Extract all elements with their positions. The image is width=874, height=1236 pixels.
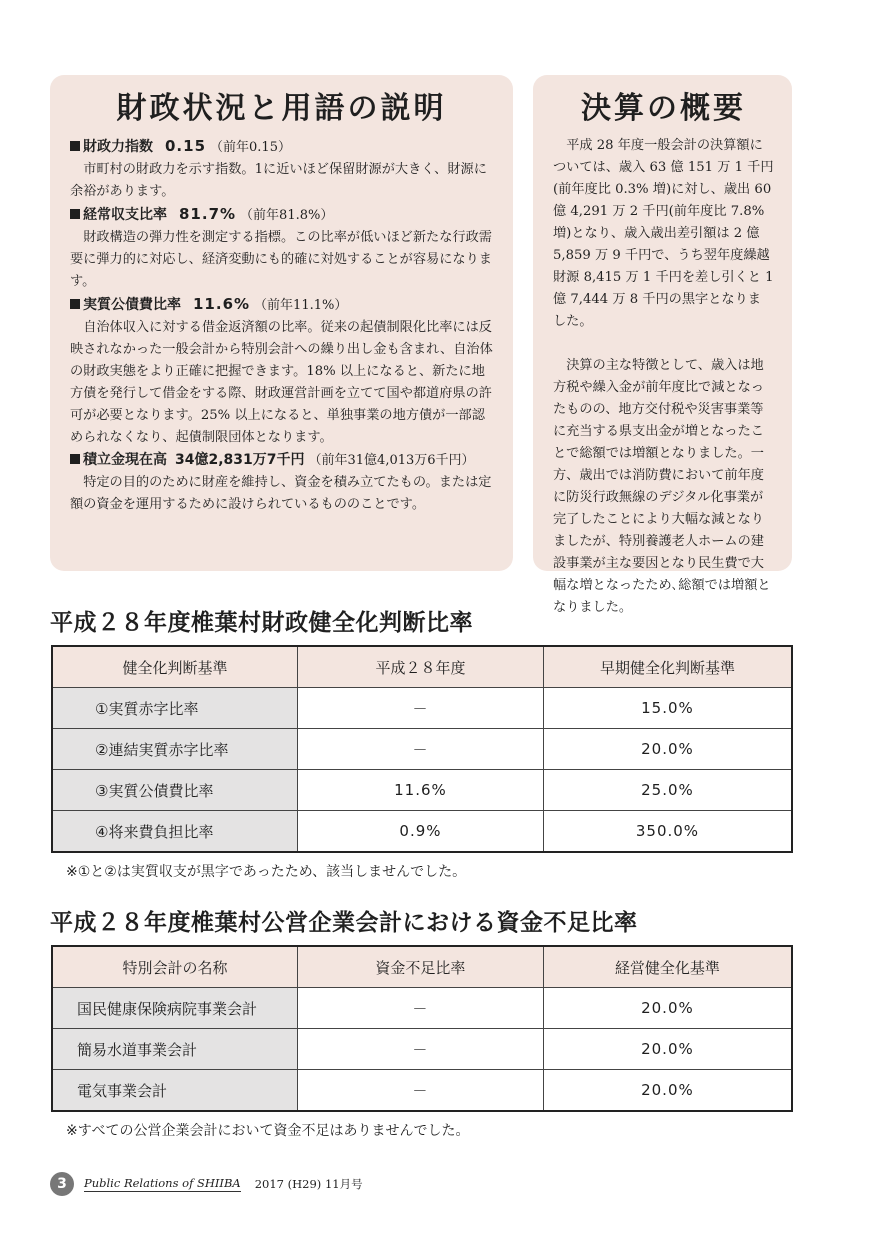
square-bullet-icon (70, 299, 80, 309)
table-cell: 20.0% (543, 1070, 792, 1112)
term-heading (70, 449, 493, 472)
shortfall-table (51, 945, 793, 1112)
shortfall-note: ※すべての公営企業会計において資金不足はありませんでした。 (66, 1123, 470, 1139)
term-heading (70, 203, 493, 227)
shortfall-section-title: 平成２８年度椎葉村公営企業会計における資金不足比率 (50, 910, 638, 936)
square-bullet-icon (70, 454, 80, 464)
term-label: 積立金現在高 (83, 452, 167, 468)
table-header: 平成２８年度 (298, 646, 544, 688)
term-value: 0.15 (165, 137, 207, 155)
term-value: 11.6% (193, 295, 251, 313)
term-label: 財政力指数 (83, 139, 153, 155)
table-cell-label: 簡易水道事業会計 (52, 1029, 298, 1070)
table-cell: 25.0% (543, 770, 792, 811)
term-label: 経常収支比率 (83, 207, 167, 223)
term-previous: （前年31億4,013万6千円） (308, 453, 475, 468)
summary-title: 決算の概要 (581, 91, 746, 126)
table-cell-label: 国民健康保険病院事業会計 (52, 988, 298, 1029)
summary-panel (533, 75, 792, 615)
table-cell: 15.0% (543, 688, 792, 729)
term-value: 34億2,831万7千円 (175, 452, 305, 468)
term-heading (70, 293, 493, 317)
page-number: 3 (50, 1172, 74, 1196)
glossary-title: 財政状況と用語の説明 (116, 91, 447, 126)
term-description: 特定の目的のために財産を維持し、資金を積み立てたもの。または定額の資金を運用するために設けられているもののことです。 (70, 475, 492, 512)
table-row (52, 770, 792, 811)
table-header: 特別会計の名称 (52, 946, 298, 988)
term-description: 自治体収入に対する借金返済額の比率。従来の起債制限化比率には反映されなかった一般会計から特別会計への繰り出し金も含まれ、自治体の財政実態をより正確に把握できます。18% 以上になると、新たに地方債を発行して借金をする際、財政運営計画を立てて国や都道府県の許可が必要となります。25% 以上になると、単独事業の地方債が一部認められなくなり、起債制限団体となります。 (70, 320, 493, 445)
table-row (52, 729, 792, 770)
table-row (52, 688, 792, 729)
ratio-note: ※①と②は実質収支が黒字であったため、該当しませんでした。 (66, 864, 467, 880)
table-cell: 20.0% (543, 729, 792, 770)
table-cell: － (298, 1070, 544, 1112)
term-label: 実質公債費比率 (83, 297, 181, 313)
term-description: 市町村の財政力を示す指数。1に近いほど保留財源が大きく、財源に余裕があります。 (70, 162, 487, 199)
issue-label: 2017 (H29) 11月号 (254, 1177, 363, 1191)
table-header-row (52, 946, 792, 988)
table-cell-label: ①実質赤字比率 (52, 688, 298, 729)
term-previous: （前年81.8%） (240, 208, 334, 223)
table-row (52, 1070, 792, 1112)
table-cell: － (298, 729, 544, 770)
table-row (52, 988, 792, 1029)
term-previous: （前年11.1%） (254, 298, 348, 313)
table-cell-label: ③実質公債費比率 (52, 770, 298, 811)
summary-paragraph: 平成 28 年度一般会計の決算額については、歳入 63 億 151 万 1 千円(前年度比 0.3% 増)に対し、歳出 60 億 4,291 万 2 千円(前年度比 7.8% 増)となり、歳入歳出差引額は 2 億 5,859 万 9 千円で、うち翌年度繰越財源 8,415 万 1 千円を差し引くと 1 億 7,444 万 8 千円の黒字となりました。 (553, 138, 774, 329)
table-cell-label: ④将来費負担比率 (52, 811, 298, 853)
square-bullet-icon (70, 209, 80, 219)
term-heading (70, 135, 493, 159)
page-footer (50, 1172, 363, 1196)
term-value: 81.7% (179, 205, 237, 223)
table-cell: 20.0% (543, 988, 792, 1029)
summary-paragraph: 決算の主な特徴として、歳入は地方税や繰入金が前年度比で減となったものの、地方交付税や災害事業等に充当する県支出金が増となったことで総額では増額となりました。一方、歳出では消防費において前年度に防災行政無線のデジタル化事業が完了したことにより大幅な減となりましたが、特別養護老人ホームの建設事業が主な要因となり民生費で大幅な増となったため､総額では増額となりました。 (553, 358, 771, 615)
table-cell: － (298, 988, 544, 1029)
table-header: 早期健全化判断基準 (543, 646, 792, 688)
table-cell: 350.0% (543, 811, 792, 853)
square-bullet-icon (70, 141, 80, 151)
table-cell: － (298, 1029, 544, 1070)
table-cell-label: 電気事業会計 (52, 1070, 298, 1112)
ratio-section-title: 平成２８年度椎葉村財政健全化判断比率 (50, 610, 473, 636)
term-previous: （前年0.15） (210, 140, 291, 155)
table-cell: － (298, 688, 544, 729)
publication-name: Public Relations of SHIIBA (84, 1176, 241, 1190)
glossary-panel (50, 75, 513, 571)
term-description: 財政構造の弾力性を測定する指標。この比率が低いほど新たな行政需要に弾力的に対応し、経済変動にも的確に対処することが容易になります。 (70, 230, 492, 289)
ratio-table (51, 645, 793, 853)
table-cell-label: ②連結実質赤字比率 (52, 729, 298, 770)
table-header: 資金不足比率 (298, 946, 544, 988)
table-cell: 0.9% (298, 811, 544, 853)
table-cell: 11.6% (298, 770, 544, 811)
table-header: 経営健全化基準 (543, 946, 792, 988)
table-row (52, 811, 792, 853)
table-header: 健全化判断基準 (52, 646, 298, 688)
table-header-row (52, 646, 792, 688)
table-row (52, 1029, 792, 1070)
table-cell: 20.0% (543, 1029, 792, 1070)
